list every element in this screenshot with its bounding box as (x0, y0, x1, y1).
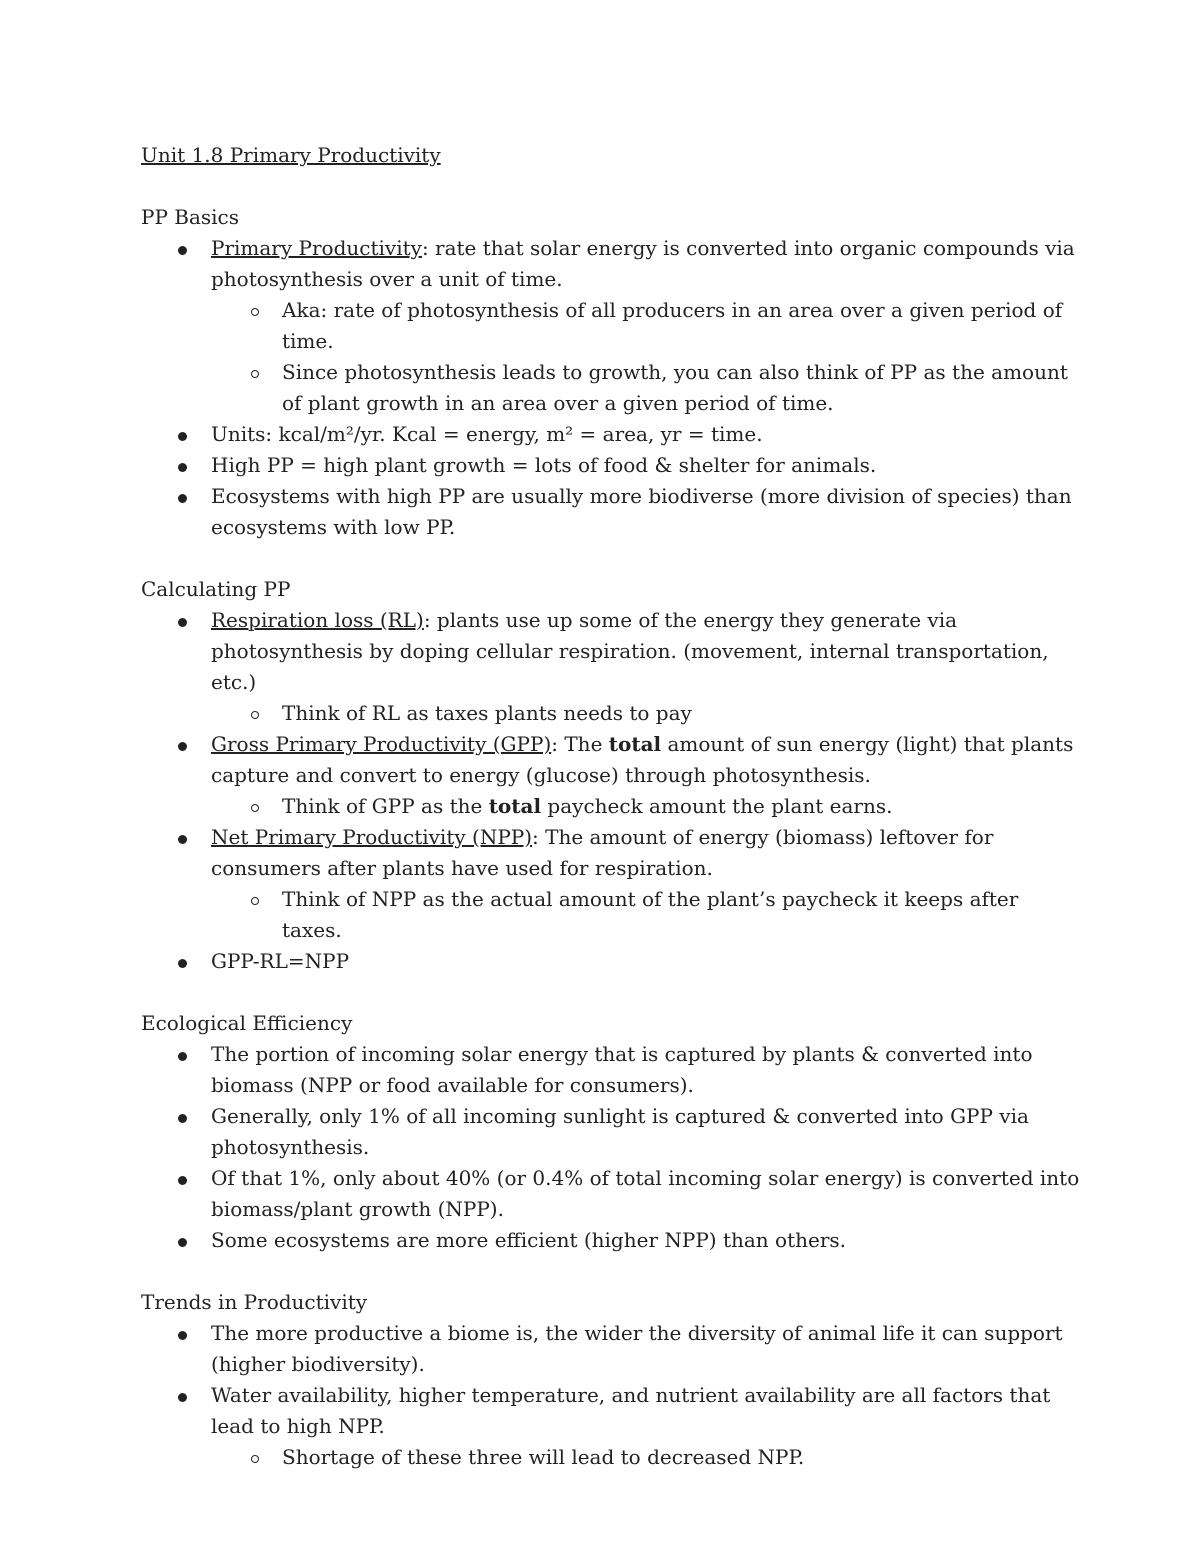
list-item: Some ecosystems are more efficient (higher NPP) than others. (141, 1225, 1081, 1256)
list-item (141, 605, 1081, 729)
bullet-list (141, 1039, 1081, 1256)
section-trends-in-productivity (141, 1287, 1081, 1473)
section-ecological-efficiency (141, 1008, 1081, 1256)
section-pp-basics (141, 202, 1081, 543)
sub-list-item: Shortage of these three will lead to decreased NPP. (211, 1442, 1081, 1473)
sub-bullet-list (211, 791, 1081, 822)
bullet-list (141, 605, 1081, 977)
list-item: The portion of incoming solar energy that is captured by plants & converted into biomass (NPP or food available for consumers). (141, 1039, 1081, 1101)
section-heading: Trends in Productivity (141, 1290, 368, 1314)
definition-text: : rate that solar energy is converted into organic compounds via photosynthesis over a unit of time. (211, 236, 1075, 291)
term-gross-primary-productivity: Gross Primary Productivity (GPP) (211, 732, 552, 756)
sub-bullet-list (211, 698, 1081, 729)
definition-text: : plants use up some of the energy they generate via photosynthesis by doping cellular respiration. (movement, internal transportation, etc.) (211, 608, 1049, 694)
list-item (141, 1380, 1081, 1473)
sub-bullet-list (211, 1442, 1081, 1473)
sub-list-item: Think of NPP as the actual amount of the plant’s paycheck it keeps after taxes. (211, 884, 1081, 946)
list-item: The more productive a biome is, the wider the diversity of animal life it can support (higher biodiversity). (141, 1318, 1081, 1380)
list-item: High PP = high plant growth = lots of food & shelter for animals. (141, 450, 1081, 481)
list-item (141, 822, 1081, 946)
sub-item-text: paycheck amount the plant earns. (541, 794, 893, 818)
bullet-list (141, 1318, 1081, 1473)
bullet-list (141, 233, 1081, 543)
list-item: Units: kcal/m²/yr. Kcal = energy, m² = area, yr = time. (141, 419, 1081, 450)
section-heading: Ecological Efficiency (141, 1011, 353, 1035)
definition-text: : The amount of energy (biomass) leftover for consumers after plants have used for respiration. (211, 825, 994, 880)
term-respiration-loss: Respiration loss (RL) (211, 608, 424, 632)
sub-list-item: Aka: rate of photosynthesis of all producers in an area over a given period of time. (211, 295, 1081, 357)
list-item: Of that 1%, only about 40% (or 0.4% of total incoming solar energy) is converted into biomass/plant growth (NPP). (141, 1163, 1081, 1225)
emphasis-total: total (488, 794, 542, 818)
document-title: Unit 1.8 Primary Productivity (141, 143, 441, 167)
sub-list-item: Think of RL as taxes plants needs to pay (211, 698, 1081, 729)
list-item: Ecosystems with high PP are usually more biodiverse (more division of species) than ecosystems with low PP. (141, 481, 1081, 543)
section-calculating-pp (141, 574, 1081, 977)
list-item (141, 233, 1081, 419)
list-item: Generally, only 1% of all incoming sunlight is captured & converted into GPP via photosynthesis. (141, 1101, 1081, 1163)
section-heading: Calculating PP (141, 577, 291, 601)
emphasis-total: total (608, 732, 662, 756)
list-item (141, 729, 1081, 822)
sub-bullet-list (211, 884, 1081, 946)
document-page (141, 140, 1081, 1504)
definition-text: amount of sun energy (light) that plants capture and convert to energy (glucose) through photosynthesis. (211, 732, 1074, 787)
list-item-text: Water availability, higher temperature, and nutrient availability are all factors that lead to high NPP. (211, 1383, 1051, 1438)
term-net-primary-productivity: Net Primary Productivity (NPP) (211, 825, 533, 849)
section-heading: PP Basics (141, 205, 240, 229)
sub-bullet-list (211, 295, 1081, 419)
definition-text: : The (551, 732, 609, 756)
sub-list-item: Since photosynthesis leads to growth, you can also think of PP as the amount of plant growth in an area over a given period of time. (211, 357, 1081, 419)
sub-item-text: Think of GPP as the (282, 794, 489, 818)
list-item: GPP-RL=NPP (141, 946, 1081, 977)
term-primary-productivity: Primary Productivity (211, 236, 422, 260)
sub-list-item (211, 791, 1081, 822)
